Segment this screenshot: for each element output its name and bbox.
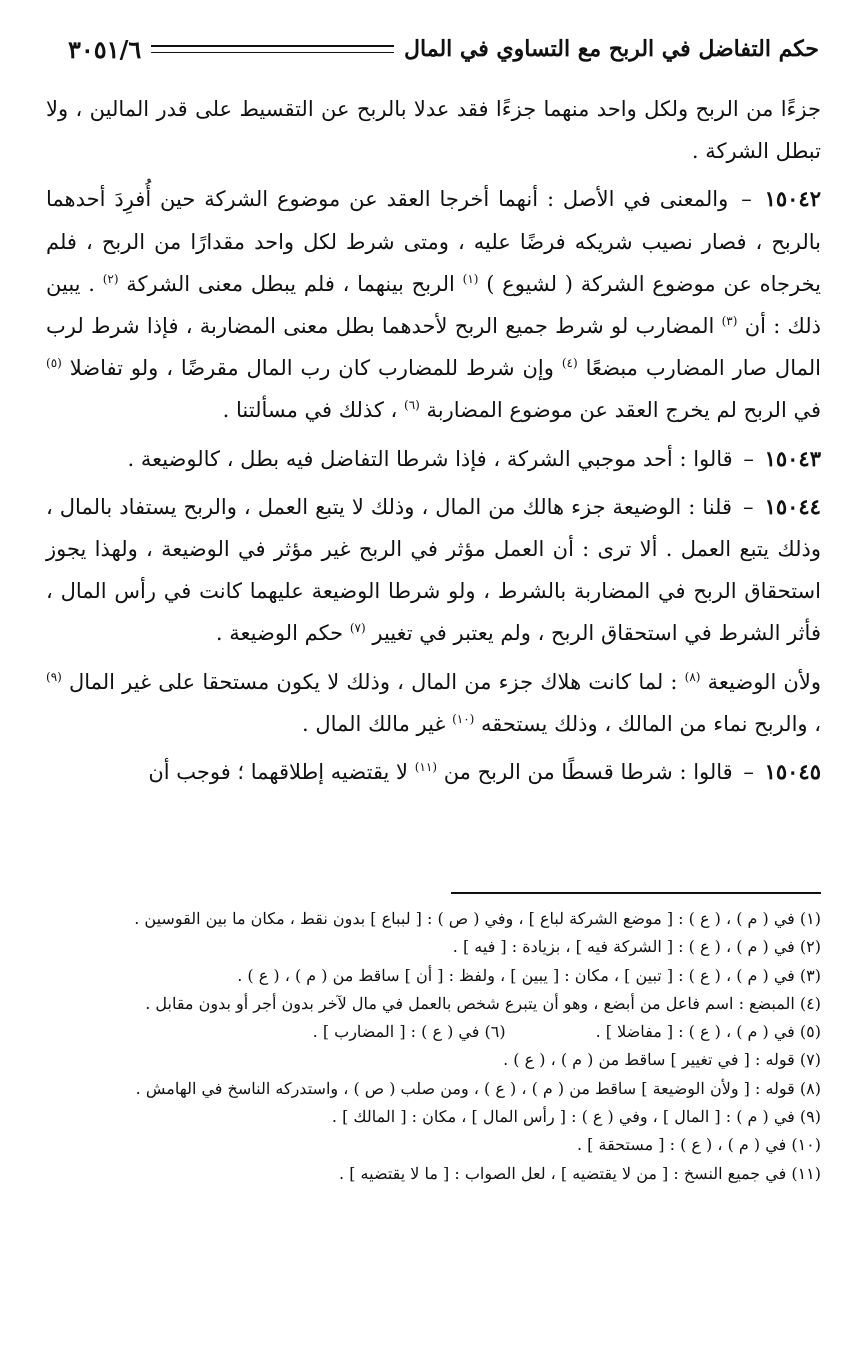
paragraph-number: ١٥٠٤٣ [764,445,821,471]
footnote-8: (٨) قوله : [ ولأن الوضيعة ] ساقط من ( م ) ، ( ع ) ، ومن صلب ( ص ) ، واستدركه الناسخ في الهامش . [135,1078,821,1098]
text-segment: ، والربح نماء من المالك ، وذلك يستحقه [481,711,821,736]
dash: – [741,187,752,212]
text-segment: لا يقتضيه إطلاقهما ؛ فوجب أن [148,760,409,785]
text-segment: في الربح لم يخرج العقد عن موضوع المضاربة [426,398,821,423]
text-segment: : لما كانت هلاك جزء من المال ، وذلك لا يكون مستحقا على غير المال [68,669,678,694]
footnote-2: (٢) في ( م ) ، ( ع ) : [ الشركة فيه ] ، بزيادة : [ فيه ] . [452,937,821,957]
footnote-ref: (٥) [46,356,62,371]
header-rule [151,45,394,53]
dash: – [743,760,754,785]
text-segment: وإن شرط للمضارب كان رب المال مقرضًا ، ولو تفاضلا [69,356,554,381]
paragraph-15045 [46,751,821,793]
text-segment: حكم الوضيعة . [215,621,344,646]
dash: – [743,446,754,471]
text-segment: قالوا : أحد موجبي الشركة ، فإذا شرطا التفاضل فيه بطل ، كالوضيعة . [127,446,733,471]
text-segment: . يبين ذلك : أن [46,271,821,339]
text-segment: والمعنى في الأصل : أنهما أخرجا العقد عن موضوع الشركة حين أُفرِدَ أحدهما بالربح ، فصار نصيب شريكه فرضًا عليه ، ومتى شرط لكل واحد مقدارًا من الربح ، فلم يخرجاه عن موضوع الشركة ( لشيوع ) [46,187,821,296]
footnote-3: (٣) في ( م ) ، ( ع ) : [ تبين ] ، مكان : [ يبين ] ، ولفظ : [ أن ] ساقط من ( م ) ، ( ع ) . [237,965,821,985]
text-segment: قالوا : شرطا قسطًا من الربح من [443,760,733,785]
footnote-ref: (٩) [46,669,62,684]
footnote-10: (١٠) في ( م ) ، ( ع ) : [ مستحقة ] . [577,1135,821,1155]
footnote-4: (٤) المبضع : اسم فاعل من أبضع ، وهو أن يتبرع شخص بالعمل في مال لآخر بدون أجر أو بدون مقابل . [145,993,821,1013]
footnote-ref: (١) [462,271,479,286]
footnote-ref: (٤) [561,356,578,371]
text-segment: قلنا : الوضيعة جزء هالك من المال ، وذلك لا يتبع العمل ، والربح يستفاد بالمال ، وذلك يتبع العمل . ألا ترى : أن العمل مؤثر في الربح غير مؤثر في الوضيعة ، ولهذا يجوز استحقاق الربح في المضاربة بالشرط ، ولو شرطا الوضيعة عليهما كانت في رأس المال ، فأثر الشرط في استحقاق الربح ، ولم يعتبر في تغيير [46,494,821,646]
footnote-ref: (١٠) [452,711,475,726]
text-segment: غير مالك المال . [302,711,446,736]
running-header [68,28,819,70]
paragraph-wadia [46,661,821,745]
paragraph-number: ١٥٠٤٢ [764,186,821,212]
footnote-row-5-6 [46,1018,821,1046]
footnotes [46,905,821,1188]
text-segment: المضارب لو شرط جميع الربح لأحدهما بطل معنى المضاربة ، فإذا شرط لرب المال صار المضارب مبضعًا [46,314,821,381]
footnote-9: (٩) في ( م ) : [ المال ] ، وفي ( ع ) : [ رأس المال ] ، مكان : [ المالك ] . [331,1107,821,1127]
footnote-11: (١١) في جميع النسخ : [ من لا يقتضيه ] ، لعل الصواب : [ ما لا يقتضيه ] . [339,1163,821,1183]
text-segment: ولأن الوضيعة [707,669,821,694]
footnote-ref: (٨) [684,669,701,684]
paragraph-number: ١٥٠٤٤ [764,493,821,519]
footnote-ref: (٦) [404,398,420,413]
paragraph-15043 [46,438,821,480]
main-text [46,88,821,799]
footnote-5: (٥) في ( م ) ، ( ع ) : [ مفاضلا ] . [595,1022,821,1042]
footnote-ref: (١١) [414,760,437,775]
text-segment: ، كذلك في مسألتنا . [222,398,398,423]
footnote-ref: (٢) [102,271,119,286]
dash: – [743,494,754,519]
paragraph-15044 [46,486,821,655]
footnote-7: (٧) قوله : [ في تغيير ] ساقط من ( م ) ، ( ع ) . [503,1050,821,1070]
page-number: ٣٠٥١/٦ [68,34,142,64]
header-title: حكم التفاضل في الربح مع التساوي في المال [404,36,819,62]
footnote-ref: (٧) [349,621,366,636]
text-segment: الربح بينهما ، فلم يبطل معنى الشركة [126,271,455,296]
paragraph-15042 [46,178,821,431]
paragraph-continued: جزءًا من الربح ولكل واحد منهما جزءًا فقد عدلا بالربح عن التقسيط على قدر المالين ، ولا تبطل الشركة . [46,97,821,164]
footnote-separator [451,892,821,894]
footnote-ref: (٣) [721,314,738,329]
footnote-1: (١) في ( م ) ، ( ع ) : [ موضع الشركة لباع ] ، وفي ( ص ) : [ لبباع ] بدون نقط ، مكان ما بين القوسين . [134,909,821,928]
paragraph-number: ١٥٠٤٥ [764,759,821,785]
footnote-6: (٦) في ( ع ) : [ المضارب ] . [312,1022,506,1042]
